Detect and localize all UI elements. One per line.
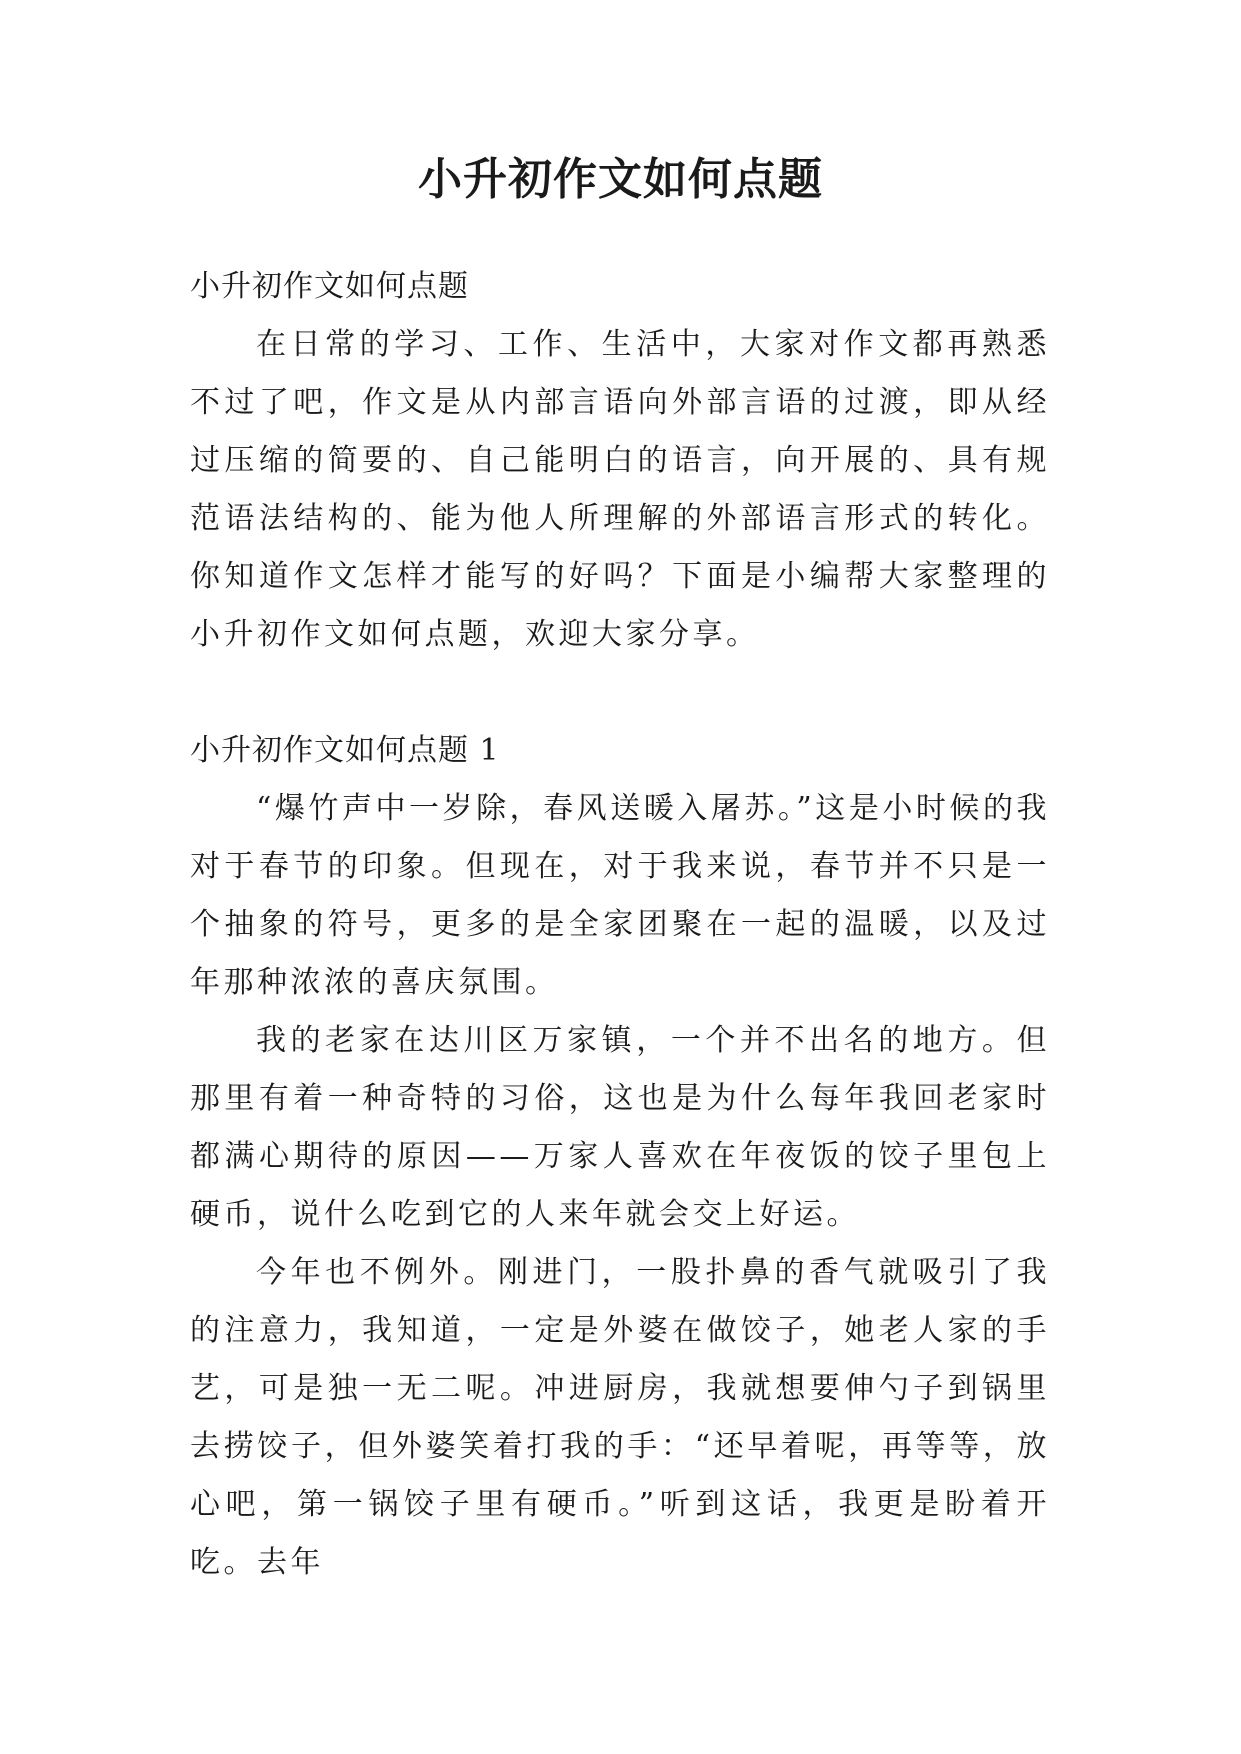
subtitle: 小升初作文如何点题 xyxy=(190,269,469,304)
section-heading: 小升初作文如何点题 1 xyxy=(190,733,500,768)
intro-paragraph: 在日常的学习、工作、生活中，大家对作文都再熟悉不过了吧，作文是从内部言语向外部言语的过渡，即从经过压缩的简要的、自己能明白的语言，向开展的、具有规范语法结构的、能为他人所理解的外部语言形式的转化。你知道作文怎样才能写的好吗？下面是小编帮大家整理的小升初作文如何点题，欢迎大家分享。 xyxy=(190,327,1050,652)
document-title: 小升初作文如何点题 xyxy=(418,154,823,205)
paragraph-1: “爆竹声中一岁除，春风送暖入屠苏。”这是小时候的我对于春节的印象。但现在，对于我来说，春节并不只是一个抽象的符号，更多的是全家团聚在一起的温暖，以及过年那种浓浓的喜庆氛围。 xyxy=(190,791,1050,1000)
paragraph-2: 我的老家在达川区万家镇，一个并不出名的地方。但那里有着一种奇特的习俗，这也是为什么每年我回老家时都满心期待的原因——万家人喜欢在年夜饭的饺子里包上硬币，说什么吃到它的人来年就会交上好运。 xyxy=(190,1023,1050,1232)
document-body xyxy=(190,258,1050,1592)
paragraph-3: 今年也不例外。刚进门，一股扑鼻的香气就吸引了我的注意力，我知道，一定是外婆在做饺子，她老人家的手艺，可是独一无二呢。冲进厨房，我就想要伸勺子到锅里去捞饺子，但外婆笑着打我的手：“还早着呢，再等等，放心吧，第一锅饺子里有硬币。”听到这话，我更是盼着开吃。去年 xyxy=(190,1255,1050,1580)
section-spacer xyxy=(190,664,1050,722)
